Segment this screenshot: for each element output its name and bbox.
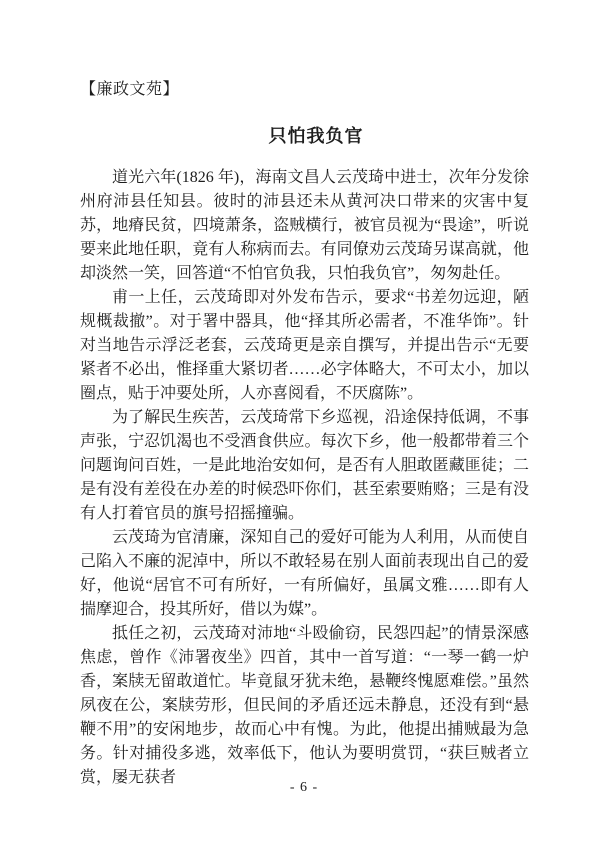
page-title: 只怕我负官 [268,126,364,146]
page-number: - 6 - [289,780,319,795]
section-tag: 【廉政文苑】 [80,81,180,98]
paragraph: 抵任之初，云茂琦对沛地“斗殴偷窃，民怨四起”的情景深感焦虑，曾作《沛署夜坐》四首，其中一首写道：“一琴一鹤一炉香，案牍无留敢道忙。毕竟鼠牙犹未绝，悬鞭终愧愿难偿。”虽然夙夜在公，案牍劳形，但民间的矛盾还远未静息，还没有到“悬鞭不用”的安闲地步，故而心中有愧。为此，他提出捕贼最为急务。针对捕役多逃，效率低下，他认为要明赏罚，“获巨贼者立赏，屡无获者 [80,625,529,786]
document-body [80,166,529,790]
paragraph: 甫一上任，云茂琦即对外发布告示，要求“书差勿远迎，陋规概裁撤”。对于署中器具，他“择其所必需者，不准华饰”。针对当地告示浮泛老套，云茂琦更是亲自撰写，并提出告示“无要紧者不必出，惟择重大紧切者……必字体略大，不可太小，加以圈点，贴于冲要处所，人亦喜阅看，不厌腐陈”。 [80,289,529,402]
paragraph: 为了解民生疾苦，云茂琦常下乡巡视，沿途保持低调，不事声张，宁忍饥渴也不受酒食供应。每次下乡，他一般都带着三个问题询问百姓，一是此地治安如何，是否有人胆敢匿藏匪徒；二是有没有差役在办差的时候恐吓你们，甚至索要贿赂；三是有没有人打着官员的旗号招摇撞骗。 [80,409,529,522]
paragraph: 道光六年(1826 年)，海南文昌人云茂琦中进士，次年分发徐州府沛县任知县。彼时的沛县还未从黄河决口带来的灾害中复苏，地瘠民贫，四境萧条，盗贼横行，被官员视为“畏途”，听说要来此地任职，竟有人称病而去。有同僚劝云茂琦另谋高就，他却淡然一笑，回答道“不怕官负我，只怕我负官”，匆匆赴任。 [80,169,529,282]
paragraph: 云茂琦为官清廉，深知自己的爱好可能为人利用，从而使自己陷入不廉的泥淖中，所以不敢轻易在别人面前表现出自己的爱好，他说“居官不可有所好，一有所偏好，虽属文雅……即有人揣摩迎合，投其所好，借以为媒”。 [80,529,529,618]
